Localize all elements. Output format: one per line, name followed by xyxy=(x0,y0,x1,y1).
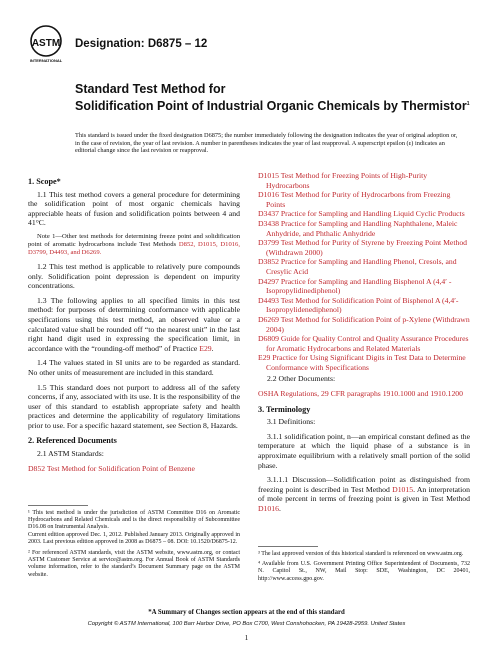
reference-code[interactable]: D6809 xyxy=(258,334,279,344)
terminology-heading: 3. Terminology xyxy=(258,404,311,414)
para-1-2: 1.2 This test method is applicable to relatively pure compounds only. Solidification point depression is dependent on impurity concentrations. xyxy=(28,261,240,291)
reference-title: Test Method for Purity of Hydrocarbons from Freezing Points xyxy=(266,190,451,209)
document-title xyxy=(75,82,475,114)
reference-item xyxy=(258,315,470,334)
left-column xyxy=(28,171,240,478)
summary-of-changes: *A Summary of Changes section appears at the end of this standard xyxy=(148,609,345,616)
footnote-1: ¹ This test method is under the jurisdiction of ASTM Committee D16 on Aromatic Hydrocarbons and Related Chemicals and is the direct responsibility of Subcommittee D16.08 on Instrumental Analysis. xyxy=(28,510,240,531)
reference-item xyxy=(258,190,470,209)
reference-code[interactable]: D1015 xyxy=(258,171,279,180)
discussion-3-1-1-1: 3.1.1.1 Discussion—Solidification point as distinguished from freezing point is described in Test Method D1015. An interpretation of mole percent in terms of freezing point is given in Test Method D1016. xyxy=(258,475,470,513)
ref-d1015[interactable]: D1015 xyxy=(392,484,414,494)
reference-title: Guide for Quality Control and Quality Assurance Procedures for Aromatic Hydrocarbons and Related Materials xyxy=(266,334,469,353)
svg-text:INTERNATIONAL: INTERNATIONAL xyxy=(29,58,63,63)
footnote-3: ³ The last approved version of this historical standard is referenced on www.astm.org. xyxy=(258,551,464,557)
reference-list xyxy=(258,171,470,372)
footnote-1b: Current edition approved Dec. 1, 2012. Published January 2013. Originally approved in 2003. Last previous edition approved in 2008 as D6875 – 08. DOI: 10.1520/D6875-12. xyxy=(28,531,240,545)
reference-title: Test Method for Solidification Point of Bisphenol A (4,4′-Isopropylidenediphenol) xyxy=(266,295,459,315)
reference-title: Practice for Sampling and Handling Liquid Cyclic Products xyxy=(278,209,465,219)
reference-title: Test Method for Purity of Styrene by Freezing Point Method (Withdrawn 2000) xyxy=(266,238,468,257)
reference-title: Practice for Sampling and Handling Bisphenol A (4,4′ -Isopropylidinediphenol) xyxy=(266,276,452,296)
reference-code[interactable]: D3438 xyxy=(258,218,279,228)
reference-title: Practice for Sampling and Handling Naphthalene, Maleic Anhydride, and Phthalic Anhydride xyxy=(266,218,458,238)
reference-title: Test Method for Freezing Points of High-Purity Hydrocarbons xyxy=(266,171,428,190)
reference-item xyxy=(258,334,470,353)
reference-item xyxy=(258,238,470,257)
copyright: Copyright © ASTM International, 100 Barr Harbor Drive, PO Box C700, West Conshohocken, PA 19428-2959. United States xyxy=(87,621,406,627)
reference-code[interactable]: D3437 xyxy=(258,209,279,219)
reference-item xyxy=(258,296,470,315)
designation: Designation: D6875 – 12 xyxy=(75,38,208,50)
footnote-2: ² For referenced ASTM standards, visit the ASTM website, www.astm.org, or contact ASTM Customer Service at service@astm.org. For Annual Book of ASTM Standards volume information, refer to the standard’s Document Summary page on the ASTM website. xyxy=(28,550,240,578)
note-1-refs[interactable]: D852, D1015, D1016, D3799, D4493, and D6269. xyxy=(28,240,240,256)
footnote-rule-left xyxy=(28,505,88,506)
title-line-2: Solidification Point of Industrial Organic Chemicals by Thermistor$^1$ xyxy=(75,99,470,114)
reference-item xyxy=(258,277,470,296)
reference-item xyxy=(258,257,470,276)
definitions-label: 3.1 Definitions: xyxy=(267,417,316,427)
reference-title: Practice for Using Significant Digits in Test Data to Determine Conformance with Specifications xyxy=(266,353,466,372)
reference-code[interactable]: D4297 xyxy=(258,276,279,286)
reference-code[interactable]: D3852 xyxy=(258,257,279,267)
reference-item xyxy=(258,353,470,372)
ref-d852[interactable]: D852 Test Method for Solidification Point of Benzene xyxy=(28,463,195,473)
reference-title: Practice for Sampling and Handling Phenol, Cresols, and Cresylic Acid xyxy=(266,257,457,276)
reference-code[interactable]: E29 xyxy=(258,353,271,363)
footnotes-right xyxy=(258,551,470,583)
reference-item xyxy=(258,209,470,219)
note-1: Note 1—Other test methods for determining freeze point and solidification point of aromatic hydrocarbons include Test Methods D852, D1015, D1016, D3799, D4493, and D6269. xyxy=(28,232,240,256)
reference-code[interactable]: D4493 xyxy=(258,295,279,305)
reference-code[interactable]: D6269 xyxy=(258,314,279,324)
page-number: 1 xyxy=(244,633,249,642)
para-1-1: 1.1 This test method covers a general procedure for determining the solidification point of most organic chemicals having appreciable heats of fusion and solidification points between 4 and 41°C. xyxy=(28,189,240,228)
reference-item xyxy=(258,219,470,238)
scope-heading: 1. Scope* xyxy=(28,177,61,186)
reference-code[interactable]: D1016 xyxy=(258,190,279,200)
ref-osha[interactable]: OSHA Regulations, 29 CFR paragraphs 1910.1000 and 1910.1200 xyxy=(258,389,463,399)
para-1-5: 1.5 This standard does not purport to address all of the safety concerns, if any, associated with its use. It is the responsibility of the user of this standard to establish appropriate safety and health practices and determine the applicability of regulatory limitations prior to use. For a specific hazard statement, see Section 8, Hazards. xyxy=(28,382,240,430)
para-1-3: 1.3 The following applies to all specified limits in this test method: for purposes of determining conformance with applicable specifications using this test method, an observed value or a calculated value shall be rounded off “to the nearest unit” in the last right hand digit used in expressing the specification limit, in accordance with the “rounding-off method” of Practice E29. xyxy=(28,295,240,353)
svg-text:ASTM: ASTM xyxy=(31,38,61,49)
title-line-1: Standard Test Method for xyxy=(75,82,226,96)
right-column xyxy=(258,171,470,519)
para-1-4: 1.4 The values stated in SI units are to be regarded as standard. No other units of measurement are included in this standard. xyxy=(28,358,240,377)
referenced-heading: 2. Referenced Documents xyxy=(28,436,117,446)
astm-logo xyxy=(28,24,64,64)
other-documents-label: 2.2 Other Documents: xyxy=(267,374,336,384)
ref-e29[interactable]: E29 xyxy=(199,343,212,353)
ref-d1016[interactable]: D1016 xyxy=(258,504,279,513)
footnotes-left xyxy=(28,510,240,579)
astm-standards-label: 2.1 ASTM Standards: xyxy=(37,449,104,459)
reference-item xyxy=(258,171,470,190)
footnote-rule-right xyxy=(258,546,318,547)
definition-3-1-1: 3.1.1 solidification point, n—an empirical constant defined as the temperature at which the liquid phase of a substance is in approximate equilibrium with a relatively small portion of the solid phase. xyxy=(258,431,470,470)
reference-title: Test Method for Solidification Point of p-Xylene (Withdrawn 2004) xyxy=(266,314,470,334)
standard-notice: This standard is issued under the fixed designation D6875; the number immediately following the designation indicates the year of original adoption or, in the case of revision, the year of last revision. A number in parentheses indicates the year of last reapproval. A superscript epsilon (ε) indicates an editorial change since the last revision or reapproval. xyxy=(75,132,458,155)
reference-code[interactable]: D3799 xyxy=(258,238,279,248)
footnote-4: ⁴ Available from U.S. Government Printing Office Superintendent of Documents, 732 N. Capitol St., NW, Mail Stop: SDE, Washington, DC 20401, http://www.access.gpo.gov. xyxy=(258,561,470,582)
